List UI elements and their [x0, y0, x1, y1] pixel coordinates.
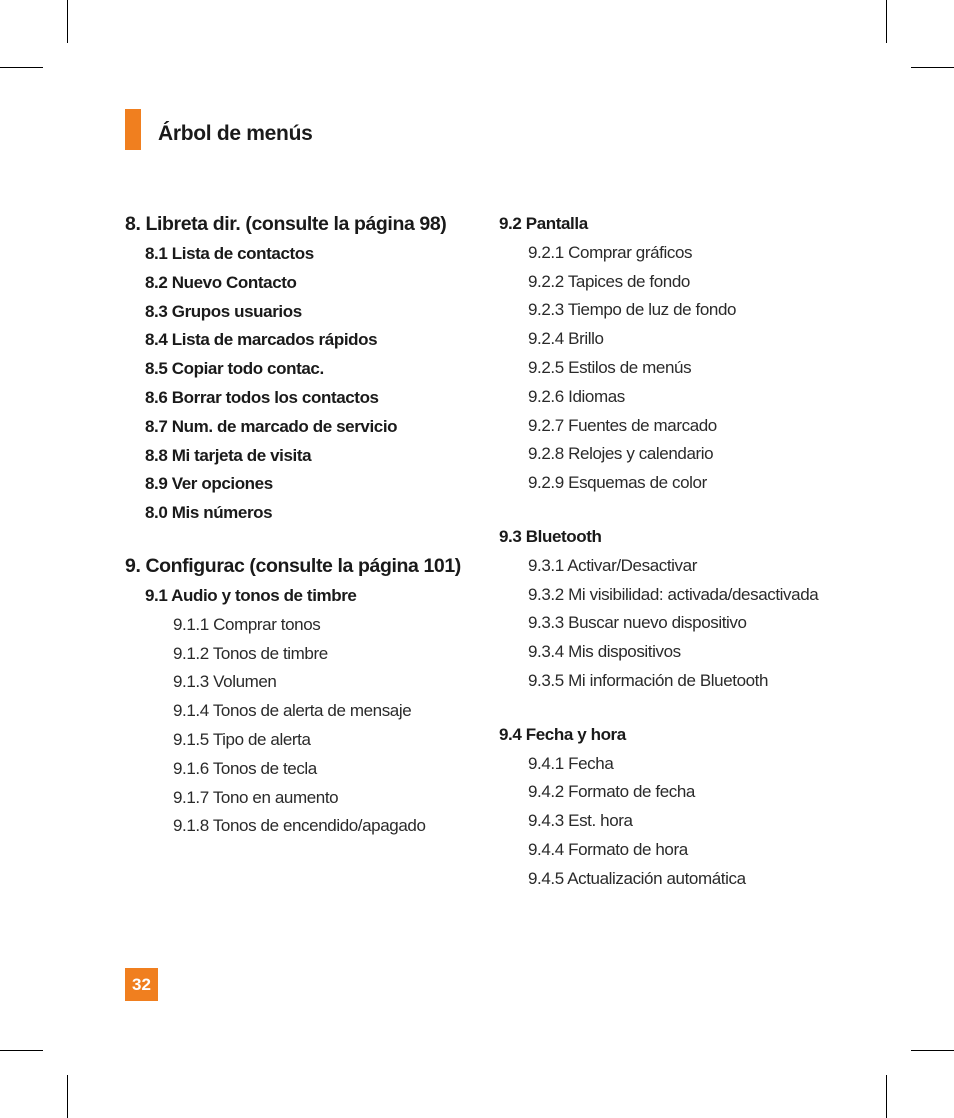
menu-item: 9.3.5 Mi información de Bluetooth — [528, 670, 769, 690]
crop-mark — [911, 67, 954, 68]
menu-item: 9.3.2 Mi visibilidad: activada/desactivada — [528, 584, 819, 604]
crop-mark — [0, 1050, 43, 1051]
page-number-badge: 32 — [125, 968, 158, 1001]
menu-item: 9.2.4 Brillo — [528, 329, 604, 349]
subsection-title: 8.3 Grupos usuarios — [145, 301, 302, 321]
subsection-title: 9.3 Bluetooth — [499, 526, 602, 546]
menu-item: 9.3.4 Mis dispositivos — [528, 642, 681, 662]
menu-item: 9.1.2 Tonos de timbre — [173, 643, 328, 663]
subsection-title: 9.4 Fecha y hora — [499, 724, 626, 744]
subsection-title: 8.0 Mis números — [145, 503, 273, 523]
crop-mark — [911, 1050, 954, 1051]
crop-mark — [886, 0, 887, 43]
menu-item: 9.1.5 Tipo de alerta — [173, 729, 311, 749]
crop-mark — [0, 67, 43, 68]
menu-item: 9.2.2 Tapices de fondo — [528, 271, 690, 291]
menu-item: 9.1.3 Volumen — [173, 672, 277, 692]
subsection-title: 8.6 Borrar todos los contactos — [145, 387, 379, 407]
menu-item: 9.4.2 Formato de fecha — [528, 782, 695, 802]
subsection-title: 8.1 Lista de contactos — [145, 244, 314, 263]
subsection-title: 9.2 Pantalla — [499, 214, 588, 233]
menu-item: 9.4.4 Formato de hora — [528, 839, 688, 859]
menu-item: 9.1.8 Tonos de encendido/apagado — [173, 816, 426, 836]
menu-item: 9.2.5 Estilos de menús — [528, 357, 692, 377]
menu-item: 9.4.5 Actualización automática — [528, 868, 746, 888]
crop-mark — [886, 1075, 887, 1118]
menu-item: 9.1.4 Tonos de alerta de mensaje — [173, 701, 412, 721]
subsection-title: 9.1 Audio y tonos de timbre — [145, 585, 357, 605]
menu-item: 9.1.7 Tono en aumento — [173, 787, 339, 807]
subsection-title: 8.7 Num. de marcado de servicio — [145, 416, 398, 436]
subsection-title: 8.4 Lista de marcados rápidos — [145, 330, 378, 350]
menu-item: 9.2.6 Idiomas — [528, 386, 625, 406]
section-title: 9. Configurac (consulte la página 101) — [125, 554, 461, 577]
menu-item: 9.3.1 Activar/Desactivar — [528, 555, 697, 575]
page-title: Árbol de menús — [158, 122, 313, 145]
menu-item: 9.3.3 Buscar nuevo dispositivo — [528, 613, 747, 633]
menu-item: 9.2.8 Relojes y calendario — [528, 444, 714, 464]
subsection-title: 8.2 Nuevo Contacto — [145, 272, 297, 292]
subsection-title: 8.9 Ver opciones — [145, 474, 273, 494]
right-column — [499, 210, 919, 894]
menu-item: 9.4.1 Fecha — [528, 753, 614, 773]
subsection-title: 8.5 Copiar todo contac. — [145, 359, 324, 379]
left-column — [125, 208, 485, 841]
menu-item: 9.2.3 Tiempo de luz de fondo — [528, 300, 737, 320]
menu-item: 9.1.1 Comprar tonos — [173, 614, 321, 634]
menu-item: 9.4.3 Est. hora — [528, 811, 633, 831]
subsection-title: 8.8 Mi tarjeta de visita — [145, 445, 312, 465]
header-accent-bar — [125, 109, 141, 150]
menu-item: 9.2.1 Comprar gráficos — [528, 242, 693, 262]
crop-mark — [67, 1075, 68, 1118]
crop-mark — [67, 0, 68, 43]
menu-item: 9.2.7 Fuentes de marcado — [528, 415, 717, 435]
section-title: 8. Libreta dir. (consulte la página 98) — [125, 213, 447, 235]
menu-item: 9.2.9 Esquemas de color — [528, 473, 707, 493]
menu-item: 9.1.6 Tonos de tecla — [173, 758, 317, 778]
